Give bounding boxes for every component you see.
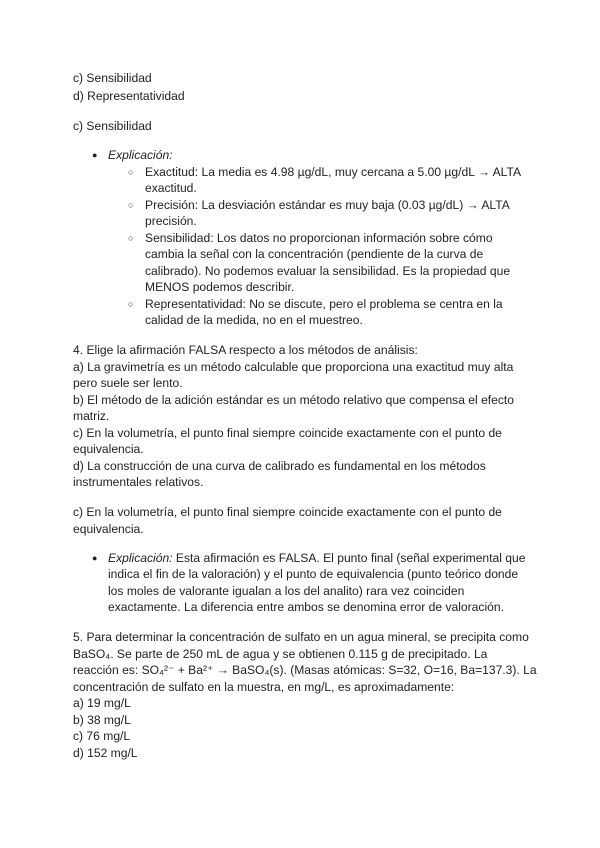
q4-option-d-1: d) La construcción de una curva de calibrado es fundamental en los métodos — [73, 459, 486, 473]
q3-sensibilidad-line-1: Sensibilidad: Los datos no proporcionan información sobre cómo — [145, 231, 493, 245]
q5-option-b: b) 38 mg/L — [73, 713, 131, 727]
q3-precision-line-1: Precisión: La desviación estándar es muy baja (0.03 µg/dL) → ALTA — [145, 198, 510, 212]
q4-explanation-line-4: exactamente. La diferencia entre ambos se denomina error de valoración. — [108, 600, 504, 614]
q4-answer-1: c) En la volumetría, el punto final siempre coincide exactamente con el punto de — [73, 505, 502, 519]
q5-question-1: 5. Para determinar la concentración de sulfato en un agua mineral, se precipita como — [73, 630, 529, 644]
q4-option-a-1: a) La gravimetría es un método calculable que proporciona una exactitud muy alta — [73, 360, 514, 374]
q5-option-c: c) 76 mg/L — [73, 729, 131, 743]
q4-option-c-1: c) En la volumetría, el punto final siempre coincide exactamente con el punto de — [73, 426, 502, 440]
circle-bullet-icon: ○ — [128, 299, 134, 309]
q3-sensibilidad-line-3: calibrado). No podemos evaluar la sensibilidad. Es la propiedad que — [145, 264, 511, 278]
q3-answer: c) Sensibilidad — [73, 119, 152, 133]
bullet-icon: ● — [92, 553, 98, 563]
q3-exactitud-line-2: exactitud. — [145, 181, 197, 195]
q4-option-b-2: matriz. — [73, 409, 110, 423]
q5-option-a: a) 19 mg/L — [73, 696, 131, 710]
q3-sensibilidad-line-4: MENOS podemos describir. — [145, 280, 295, 294]
q4-explanation-line-3: los moles de valorante igualan a los del analito) rara vez coinciden — [108, 584, 465, 598]
q3-option-c: c) Sensibilidad — [73, 71, 152, 85]
circle-bullet-icon: ○ — [128, 200, 134, 210]
circle-bullet-icon: ○ — [128, 167, 134, 177]
q4-option-a-2: pero suele ser lento. — [73, 376, 183, 390]
q3-precision-line-2: precisión. — [145, 214, 197, 228]
q3-option-d: d) Representatividad — [73, 89, 185, 103]
q3-representatividad-line-1: Representatividad: No se discute, pero el problema se centra en la — [145, 297, 503, 311]
q3-sensibilidad-line-2: cambia la señal con la concentración (pendiente de la curva de — [145, 247, 484, 261]
bullet-icon: ● — [92, 150, 98, 160]
q5-option-d: d) 152 mg/L — [73, 746, 138, 760]
q4-option-b-1: b) El método de la adición estándar es un método relativo que compensa el efecto — [73, 393, 515, 407]
q4-question: 4. Elige la afirmación FALSA respecto a los métodos de análisis: — [73, 343, 418, 357]
q4-explanation-line-2: indica el fin de la valoración) y el punto de equivalencia (punto teórico donde — [108, 567, 519, 581]
q4-option-c-2: equivalencia. — [73, 442, 144, 456]
q3-exactitud-line-1: Exactitud: La media es 4.98 µg/dL, muy cercana a 5.00 µg/dL → ALTA — [145, 165, 522, 179]
q4-answer-2: equivalencia. — [73, 522, 144, 536]
q5-question-3: reacción es: SO₄²⁻ + Ba²⁺ → BaSO₄(s). (Masas atómicas: S=32, O=16, Ba=137.3). La — [73, 663, 537, 677]
q5-question-4: concentración de sulfato en la muestra, en mg/L, es aproximadamente: — [73, 680, 455, 694]
q3-representatividad-line-2: calidad de la medida, no en el muestreo. — [145, 313, 363, 327]
q4-explanation-line-1: Explicación: Esta afirmación es FALSA. El punto final (señal experimental que — [108, 551, 526, 565]
q3-explanation-label: Explicación: — [108, 148, 173, 162]
q5-question-2: BaSO₄. Se parte de 250 mL de agua y se obtienen 0.115 g de precipitado. La — [73, 647, 488, 661]
q4-option-d-2: instrumentales relativos. — [73, 475, 204, 489]
circle-bullet-icon: ○ — [128, 233, 134, 243]
